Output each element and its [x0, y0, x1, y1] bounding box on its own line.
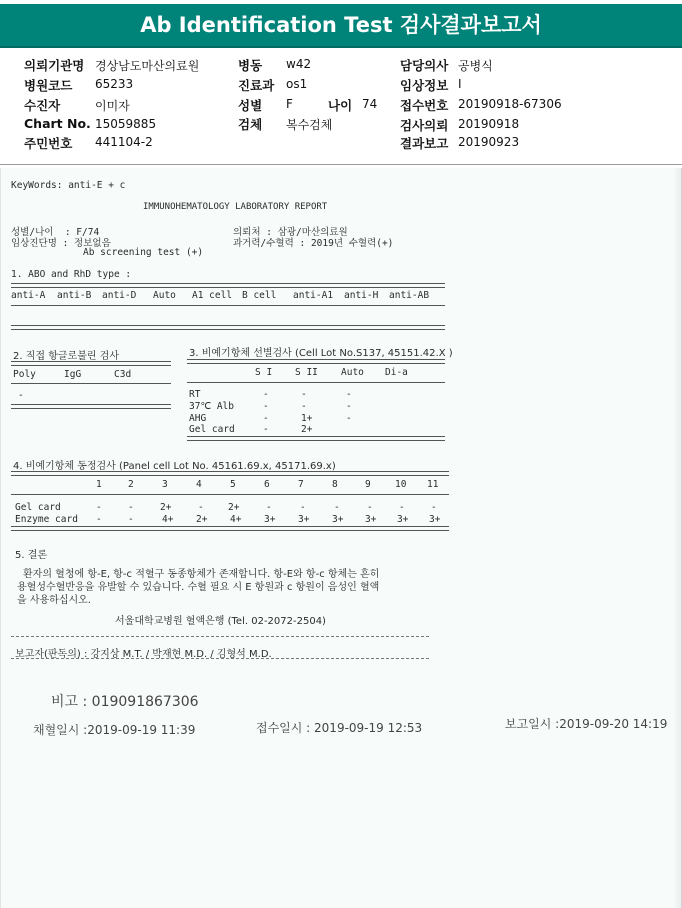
- sec3-h-s1: S I: [255, 367, 273, 378]
- sec2-value-poly: -: [18, 390, 24, 401]
- request-label: 검사의뢰: [400, 118, 449, 133]
- sec3-rule-top: [187, 359, 445, 364]
- reporter-rule-bottom: [11, 658, 429, 659]
- sec3-row-label: AHG: [189, 413, 207, 424]
- referrer-line: 의뢰처 : 삼광/마산의료원: [233, 227, 348, 238]
- clinical-value: I: [458, 77, 462, 91]
- report-title-bar: [0, 4, 682, 48]
- sec4-cell: 2+: [196, 514, 208, 525]
- sec3-row-label: Gel card: [189, 424, 235, 435]
- sec1-h-anti-d: anti-D: [102, 290, 137, 301]
- sec1-title: 1. ABO and RhD type :: [11, 269, 132, 280]
- report-date-value: 20190923: [458, 135, 520, 149]
- screen-line: Ab screening test (+): [83, 247, 204, 258]
- reporter-line: 보고자(판독의) : 강지상 M.T. / 박재현 M.D. / 김형석 M.D.: [15, 649, 272, 660]
- sec3-cell: -: [263, 389, 269, 400]
- sec4-cell: -: [334, 502, 340, 513]
- sec2-rule-bottom: [11, 404, 171, 409]
- sec3-cell: -: [263, 401, 269, 412]
- sex-age-line: 성별/나이 : F/74: [11, 227, 100, 238]
- sec2-h-poly: Poly: [13, 369, 36, 380]
- scanned-report: [0, 168, 682, 908]
- collect-datetime: 채혈일시 :2019-09-19 11:39: [33, 723, 196, 737]
- hospital-value: 경상남도마산의료원: [95, 59, 200, 73]
- diagnosis-line: 임상진단명 : 정보없음: [11, 238, 111, 249]
- specimen-label: 검체: [238, 117, 263, 132]
- sec1-h-auto: Auto: [153, 290, 176, 301]
- chart-value: 15059885: [95, 117, 157, 131]
- report-title: Ab Identification Test 검사결과보고서: [140, 13, 542, 37]
- receiver-value: 이미자: [95, 99, 130, 113]
- sec2-title: 2. 직접 항글로불린 검사: [13, 351, 120, 362]
- sec4-cell: -: [128, 514, 134, 525]
- sec4-title: 4. 비예기항체 동정검사 (Panel cell Lot No. 45161.69.x, 45171.69.x): [13, 461, 336, 472]
- sec4-cell: -: [266, 502, 272, 513]
- sec3-cell: -: [346, 389, 352, 400]
- dept-label: 진료과: [238, 78, 275, 93]
- age-value: 74: [362, 97, 378, 111]
- sec4-cell: -: [367, 502, 373, 513]
- sec5-title: 5. 결론: [15, 550, 48, 561]
- sec3-cell: -: [346, 413, 352, 424]
- keywords: KeyWords: anti-E + c: [11, 180, 126, 191]
- ssn-value: 441104-2: [95, 135, 153, 149]
- sec1-h-a1cell: A1 cell: [192, 290, 233, 301]
- sec4-cell: 2+: [160, 502, 172, 513]
- sec4-cell: -: [198, 502, 204, 513]
- reporter-rule-top: [11, 636, 429, 637]
- sec1-rule-mid: [11, 305, 445, 306]
- receiver-label: 수진자: [24, 98, 61, 113]
- sec4-h: 7: [298, 479, 304, 490]
- sec3-rule-mid: [187, 382, 445, 383]
- ssn-label: 주민번호: [24, 136, 73, 151]
- accession-label: 접수번호: [400, 98, 449, 113]
- sec4-cell: -: [399, 502, 405, 513]
- age-label: 나이: [328, 98, 353, 113]
- hospcode-label: 병원코드: [24, 78, 73, 93]
- sec4-rule-top: [11, 471, 449, 476]
- sec4-cell: 3+: [298, 514, 310, 525]
- sec2-h-igg: IgG: [64, 369, 82, 380]
- scan-edge-shade: [673, 168, 681, 908]
- sec4-cell: -: [128, 502, 134, 513]
- sec3-cell: 1+: [301, 413, 313, 424]
- sec3-title: 3. 비예기항체 선별검사 (Cell Lot No.S137, 45151.42.X ): [189, 348, 453, 359]
- sec3-cell: -: [346, 401, 352, 412]
- sex-label: 성별: [238, 98, 263, 113]
- sec4-cell: 4+: [230, 514, 242, 525]
- sec1-h-anti-ab: anti-AB: [389, 290, 430, 301]
- sec4-h: 8: [332, 479, 338, 490]
- sec4-rule-bottom: [11, 526, 449, 531]
- sec4-h: 5: [230, 479, 236, 490]
- sec4-cell: 3+: [429, 514, 441, 525]
- dept-value: os1: [286, 77, 308, 91]
- sec4-cell: 3+: [264, 514, 276, 525]
- sec3-h-s2: S II: [295, 367, 318, 378]
- sec4-cell: -: [96, 514, 102, 525]
- sec3-cell: 2+: [301, 424, 313, 435]
- sec4-h: 1: [96, 479, 102, 490]
- ward-value: w42: [286, 57, 312, 71]
- patient-info-block: [0, 52, 682, 162]
- sec3-cell: -: [301, 389, 307, 400]
- sec1-rule-bottom: [11, 325, 445, 330]
- report-date-label: 결과보고: [400, 136, 449, 151]
- lab-report-title: IMMUNOHEMATOLOGY LABORATORY REPORT: [143, 202, 328, 212]
- sec4-h: 2: [128, 479, 134, 490]
- sec2-rule-mid: [11, 383, 171, 384]
- sec4-cell: -: [300, 502, 306, 513]
- sec4-cell: -: [431, 502, 437, 513]
- conclusion-line-1: 환자의 혈청에 항-E, 항-c 적혈구 동종항체가 존재합니다. 항-E와 항-c 항체는 흔히: [23, 569, 380, 580]
- sec1-h-anti-a: anti-A: [11, 290, 46, 301]
- sec4-cell: 4+: [162, 514, 174, 525]
- sec3-cell: -: [301, 401, 307, 412]
- sec4-cell: 3+: [365, 514, 377, 525]
- sec1-rule-top: [11, 283, 445, 288]
- sex-value: F: [286, 97, 293, 111]
- remark-line: 비고 : 019091867306: [51, 694, 199, 710]
- sec4-row-label: Gel card: [15, 502, 61, 513]
- sec4-cell: 3+: [397, 514, 409, 525]
- meta-divider: [0, 164, 682, 165]
- hospital-label: 의뢰기관명: [24, 58, 85, 73]
- sec4-h: 10: [395, 479, 407, 490]
- clinical-label: 임상정보: [400, 78, 449, 93]
- sec4-h: 11: [427, 479, 439, 490]
- conclusion-line-3: 을 사용하십시오.: [17, 595, 91, 606]
- sec4-rule-mid: [11, 494, 449, 495]
- sec4-h: 9: [365, 479, 371, 490]
- sec3-cell: -: [263, 413, 269, 424]
- specimen-value: 복수검체: [286, 118, 333, 132]
- sec4-row-label: Enzyme card: [15, 514, 78, 525]
- sec3-h-auto: Auto: [341, 367, 364, 378]
- ward-label: 병동: [238, 58, 263, 73]
- sec4-h: 3: [162, 479, 168, 490]
- sec3-row-label: 37℃ Alb: [189, 401, 234, 412]
- blood-bank-line: 서울대학교병원 혈액은행 (Tel. 02-2072-2504): [115, 616, 326, 627]
- sec4-h: 6: [264, 479, 270, 490]
- sec1-h-anti-a1: anti-A1: [293, 290, 334, 301]
- sec4-cell: -: [96, 502, 102, 513]
- sec1-h-anti-b: anti-B: [57, 290, 92, 301]
- sec2-rule-top: [11, 361, 171, 366]
- doctor-label: 담당의사: [400, 58, 449, 73]
- sec3-cell: -: [263, 424, 269, 435]
- sec1-h-bcell: B cell: [242, 290, 277, 301]
- sec3-rule-bottom: [187, 436, 445, 441]
- doctor-value: 공병식: [458, 59, 493, 73]
- chart-label: Chart No.: [24, 116, 91, 131]
- conclusion-line-2: 용혈성수혈반응을 유발할 수 있습니다. 수혈 필요 시 E 항원과 c 항원이 음성인 혈액: [17, 582, 380, 593]
- accession-value: 20190918-67306: [458, 97, 562, 111]
- sec3-h-dia: Di-a: [385, 367, 408, 378]
- sec2-h-c3d: C3d: [114, 369, 132, 380]
- sec1-h-anti-h: anti-H: [344, 290, 379, 301]
- report-datetime: 보고일시 :2019-09-20 14:19: [505, 717, 668, 731]
- hospcode-value: 65233: [95, 77, 134, 91]
- sec4-h: 4: [196, 479, 202, 490]
- receipt-datetime: 접수일시 : 2019-09-19 12:53: [256, 721, 423, 735]
- request-value: 20190918: [458, 117, 520, 131]
- history-line: 과거력/수혈력 : 2019년 수혈력(+): [233, 238, 394, 249]
- sec4-cell: 2+: [228, 502, 240, 513]
- sec4-cell: 3+: [332, 514, 344, 525]
- sec3-row-label: RT: [189, 389, 201, 400]
